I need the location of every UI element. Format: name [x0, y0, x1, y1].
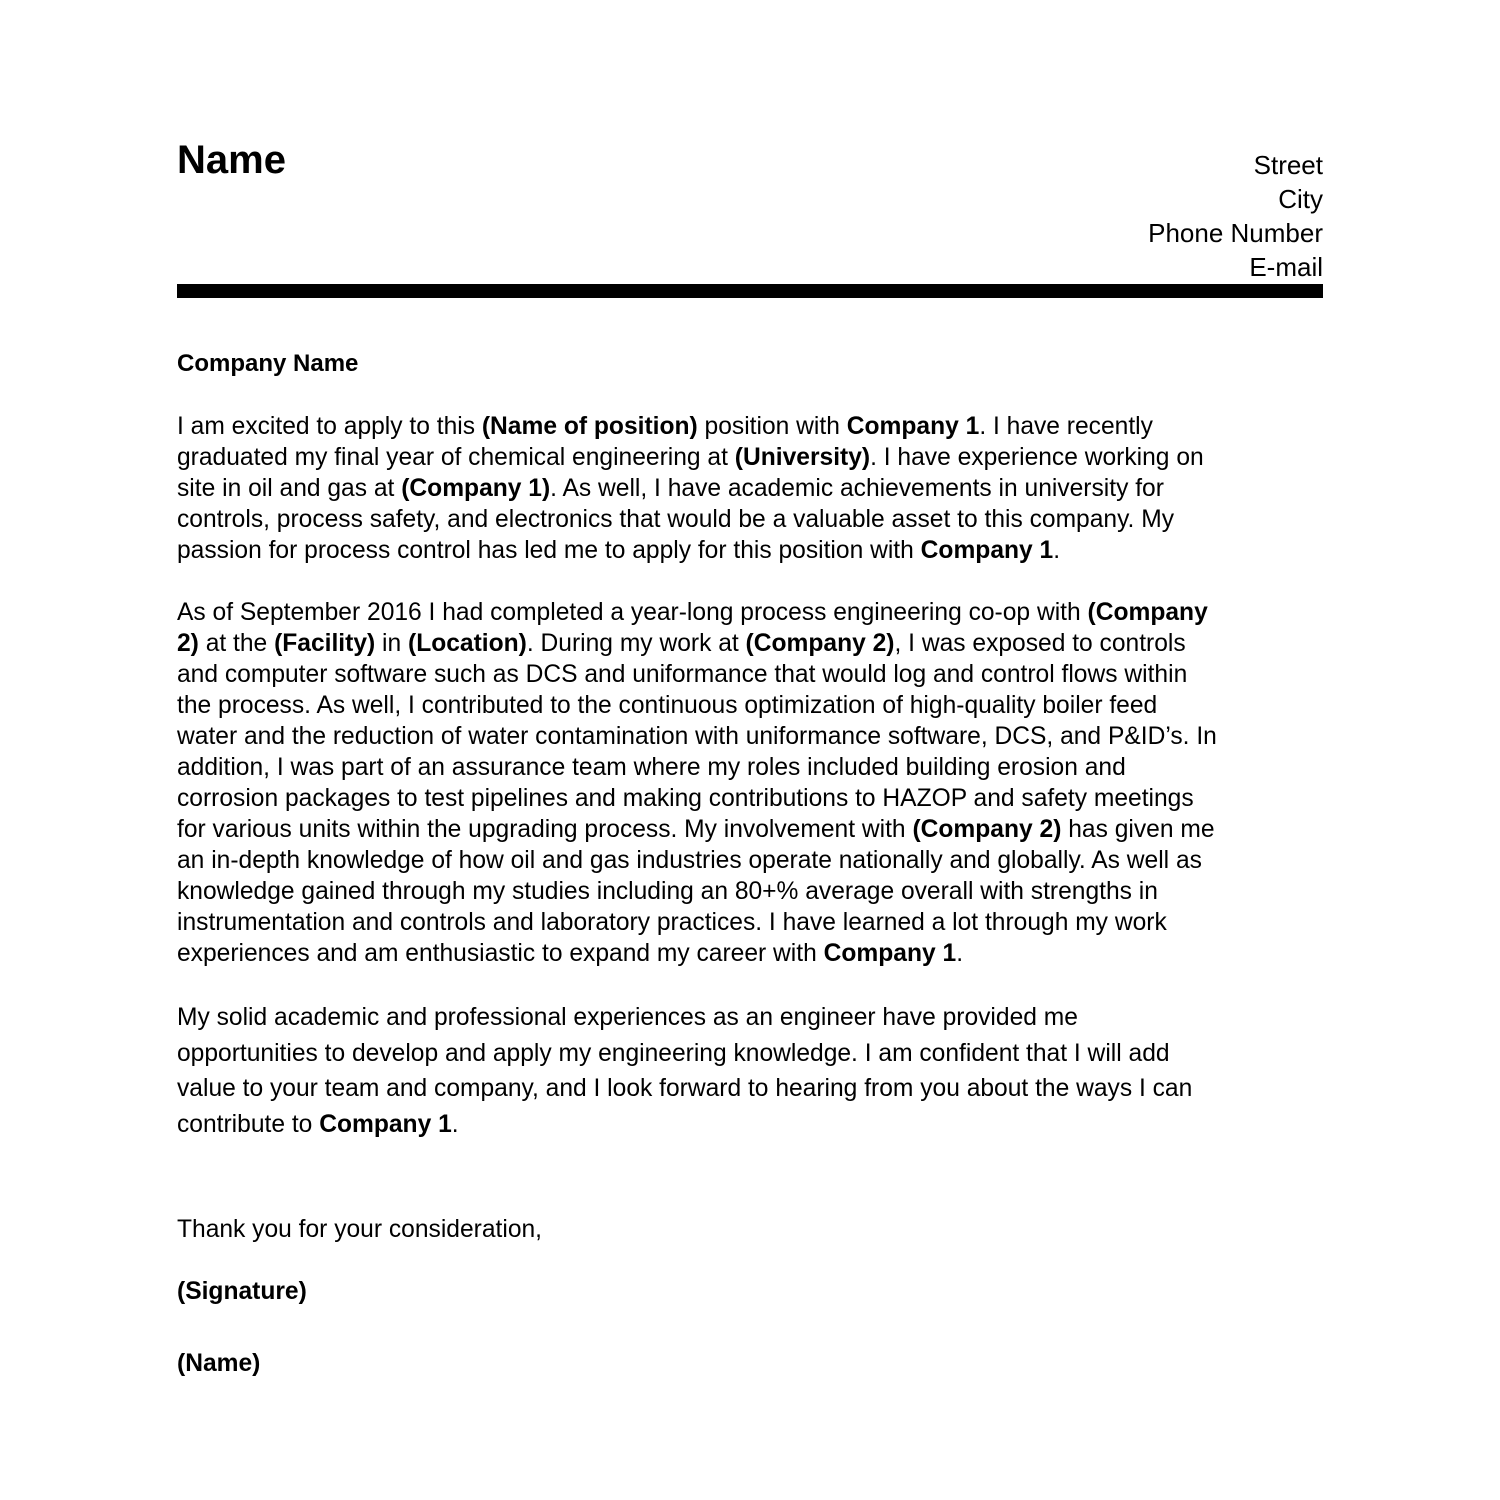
- text-run: instrumentation and controls and laboratory practices. I have learned a lot through my work: [177, 909, 1167, 936]
- bold-text: (University): [734, 444, 871, 471]
- text-run: water and the reduction of water contamination with uniformance software, DCS, and P&ID’s. In: [177, 723, 1217, 750]
- paragraph-line: [177, 938, 1323, 969]
- text-run: . During my work at: [526, 630, 746, 657]
- text-run: at the: [198, 630, 275, 657]
- text-run: has given me: [1061, 816, 1215, 843]
- text-run: position with: [697, 413, 847, 440]
- applicant-name: Name: [177, 138, 286, 182]
- text-run: value to your team and company, and I look forward to hearing from you about the ways I can: [177, 1075, 1193, 1102]
- text-run: opportunities to develop and apply my engineering knowledge. I am confident that I will add: [177, 1039, 1170, 1067]
- contact-city: City: [1278, 184, 1323, 214]
- contact-street: Street: [1253, 150, 1323, 180]
- text-run: . I have experience working on: [870, 444, 1204, 471]
- text-run: addition, I was part of an assurance team where my roles included building erosion and: [177, 754, 1126, 781]
- paragraph-line: [177, 845, 1323, 876]
- paragraph-line: [177, 504, 1323, 535]
- paragraph-line: [177, 721, 1323, 752]
- text-run: .: [1053, 537, 1061, 564]
- paragraph-line: [177, 1107, 1323, 1143]
- text-run: . I have recently: [979, 413, 1153, 440]
- text-run: in: [375, 630, 409, 657]
- text-run: My solid academic and professional experiences as an engineer have provided me: [177, 1004, 1078, 1031]
- text-run: .: [956, 940, 964, 967]
- bold-text: (Location): [408, 630, 527, 657]
- paragraph-line: [177, 752, 1323, 783]
- bold-text: (Company: [1087, 599, 1208, 626]
- paragraph-line: [177, 783, 1323, 814]
- body-paragraph-2: [177, 597, 1323, 969]
- bold-text: Company 1: [846, 413, 980, 440]
- text-run: . As well, I have academic achievements in university for: [550, 475, 1164, 502]
- body-paragraph-3: [177, 1000, 1323, 1142]
- bold-text: (Name of position): [481, 413, 698, 440]
- paragraph-line: [177, 907, 1323, 938]
- header-divider: [177, 284, 1323, 298]
- paragraph-line: [177, 659, 1323, 690]
- bold-text: (Company 1): [401, 475, 551, 502]
- paragraph-line: [177, 411, 1323, 442]
- text-run: contribute to: [177, 1110, 320, 1138]
- text-run: I am excited to apply to this: [177, 413, 482, 440]
- paragraph-line: [177, 876, 1323, 907]
- text-run: knowledge gained through my studies including an 80+% average overall with strengths in: [177, 878, 1158, 905]
- bold-text: Company 1: [823, 940, 957, 967]
- paragraph-line: [177, 690, 1323, 721]
- text-run: graduated my final year of chemical engineering at: [177, 444, 735, 471]
- paragraph-line: [177, 628, 1323, 659]
- text-run: .: [451, 1110, 459, 1138]
- text-run: an in-depth knowledge of how oil and gas industries operate nationally and globally. As well as: [177, 847, 1202, 874]
- text-run: corrosion packages to test pipelines and making contributions to HAZOP and safety meetings: [177, 785, 1194, 812]
- paragraph-line: [177, 473, 1323, 504]
- paragraph-line: [177, 535, 1323, 566]
- text-run: passion for process control has led me to apply for this position with: [177, 537, 921, 564]
- body-paragraph-1: [177, 411, 1323, 566]
- paragraph-line: [177, 597, 1323, 628]
- paragraph-line: [177, 1071, 1323, 1107]
- signature-placeholder: (Signature): [177, 1278, 307, 1305]
- text-run: controls, process safety, and electronics that would be a valuable asset to this company. My: [177, 506, 1175, 533]
- text-run: the process. As well, I contributed to the continuous optimization of high-quality boiler feed: [177, 692, 1158, 719]
- bold-text: Company 1: [319, 1110, 452, 1138]
- contact-email: E-mail: [1249, 252, 1323, 282]
- text-run: site in oil and gas at: [177, 475, 402, 502]
- closing-line: Thank you for your consideration,: [177, 1216, 543, 1243]
- contact-phone: Phone Number: [1148, 218, 1323, 248]
- bold-text: (Company 2): [745, 630, 895, 657]
- text-run: experiences and am enthusiastic to expand my career with: [177, 940, 824, 967]
- signer-name: (Name): [177, 1350, 261, 1377]
- contact-block: [1148, 148, 1323, 284]
- text-run: As of September 2016 I had completed a year-long process engineering co-op with: [177, 599, 1088, 626]
- text-run: , I was exposed to controls: [894, 630, 1186, 657]
- text-run: and computer software such as DCS and uniformance that would log and control flows within: [177, 661, 1188, 688]
- text-run: for various units within the upgrading process. My involvement with: [177, 816, 913, 843]
- paragraph-line: [177, 814, 1323, 845]
- bold-text: (Facility): [274, 630, 376, 657]
- paragraph-line: [177, 1036, 1323, 1072]
- bold-text: 2): [177, 630, 199, 657]
- recipient-company: Company Name: [177, 350, 359, 377]
- bold-text: (Company 2): [912, 816, 1062, 843]
- paragraph-line: [177, 442, 1323, 473]
- bold-text: Company 1: [920, 537, 1054, 564]
- paragraph-line: [177, 1000, 1323, 1036]
